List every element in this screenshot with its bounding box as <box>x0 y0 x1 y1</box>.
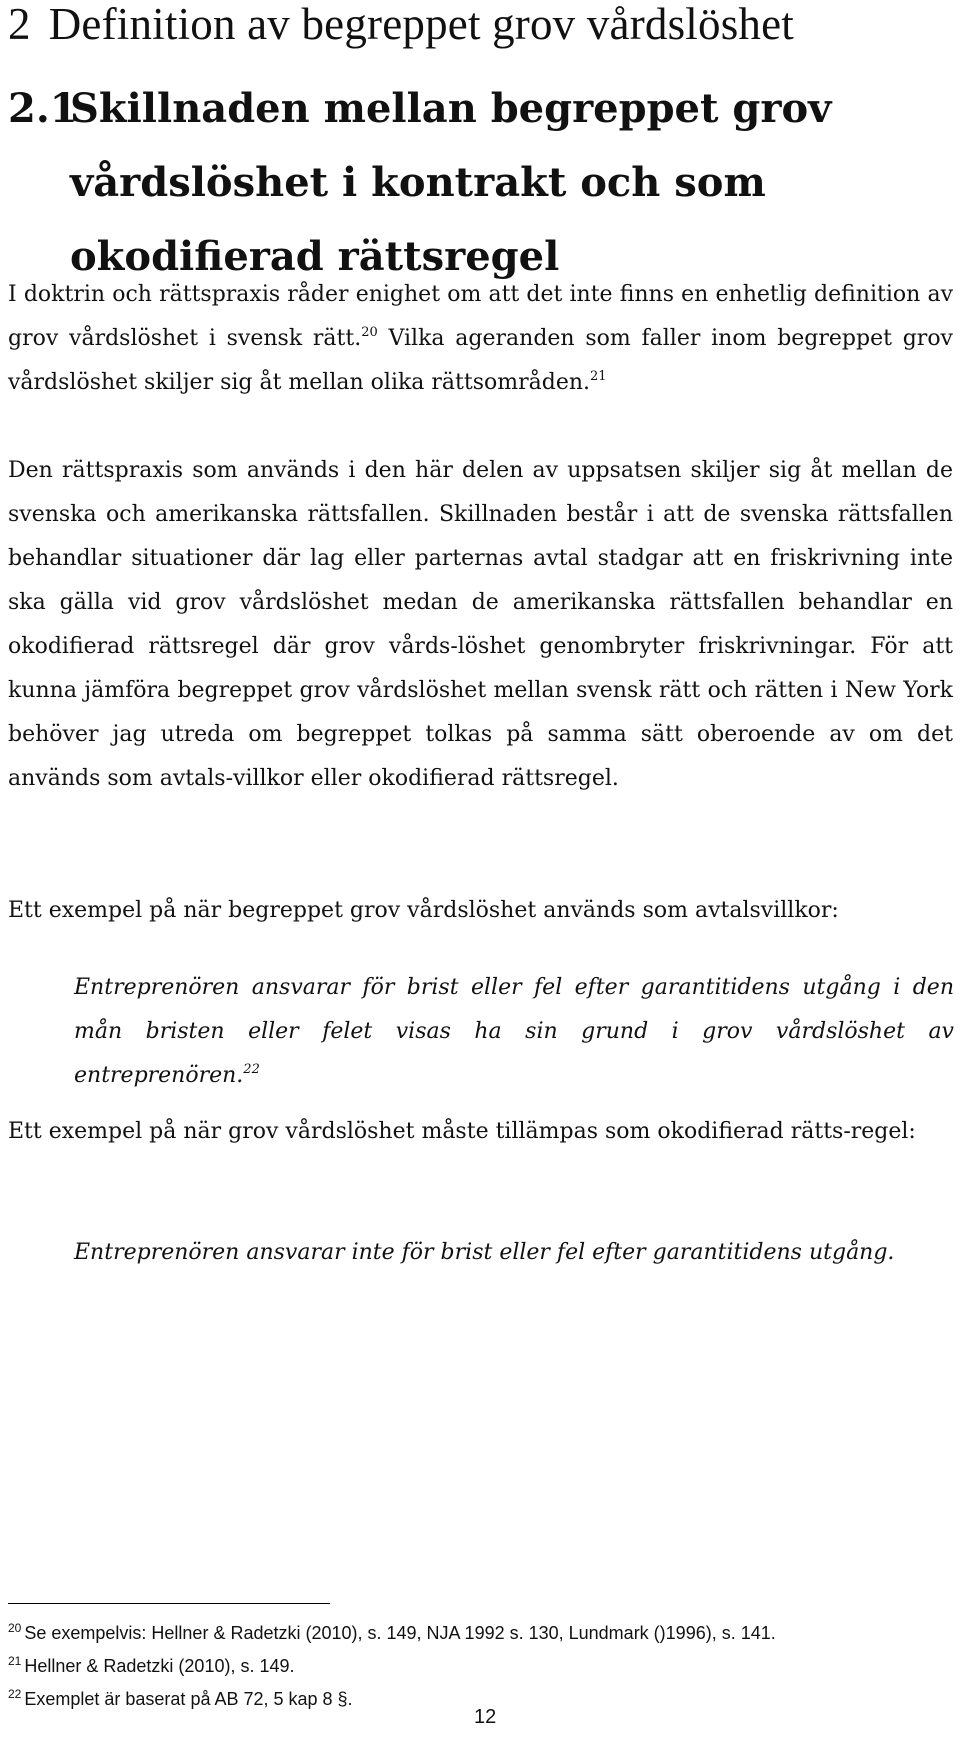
paragraph-example-intro-1: Ett exempel på när begreppet grov vårdslöshet används som avtalsvillkor: <box>8 898 839 923</box>
section-heading <box>8 72 908 294</box>
section-number: 2.1 <box>8 85 78 132</box>
paragraph-rattspraxis: Den rättspraxis som används i den här delen av uppsatsen skiljer sig åt mellan de svenska och amerikanska rättsfallen. Skillnaden består i att de svenska rättsfallen behandlar situationer där lag eller parternas avtal stadgar att en friskrivning inte ska gälla vid grov vårdslöshet medan de amerikanska rättsfallen behandlar en okodifierad rättsregel där grov vårds-löshet genombryter friskrivningar. För att kunna jämföra begreppet grov vårdslöshet mellan svensk rätt och rätten i New York behöver jag utreda om begreppet tolkas på samma sätt oberoende av om det används som avtals-villkor eller okodifierad rättsregel. <box>8 458 953 791</box>
section-title-line-1: 2.1Skillnaden mellan begreppet grov <box>8 72 908 146</box>
section-title-line-3: okodifierad rättsregel <box>70 233 560 280</box>
footnote-21: $^{21}$ Hellner & Radetzki (2010), s. 149. <box>8 1654 295 1676</box>
page-number: 12 <box>474 1706 497 1728</box>
chapter-title: Definition av begreppet grov vårdslöshet <box>48 0 794 49</box>
paragraph-intro: I doktrin och rättspraxis råder enighet om att det inte finns en enhetlig definition av grov vårdslöshet i svensk rätt.$^{20}$ Vilka ageranden som faller inom begreppet grov vårdslöshet skiljer sig åt mellan olika rättsområden.$^{21}$ <box>8 282 953 395</box>
footnotes <box>8 1614 953 1713</box>
quote-example-1: Entreprenören ansvarar för brist eller fel efter garantitidens utgång i den mån bristen eller felet visas ha sin grund i grov vårdslöshet av entreprenören.$^{22}$ <box>74 975 954 1088</box>
footnote-ref-21[interactable]: 21 <box>590 369 607 384</box>
quote-example-2: Entreprenören ansvarar inte för brist eller fel efter garantitidens utgång. <box>74 1240 895 1265</box>
footnote-20: $^{20}$ Se exempelvis: Hellner & Radetzki (2010), s. 149, NJA 1992 s. 130, Lundmark ()1996), s. 141. <box>8 1621 776 1643</box>
footnote-ref-22[interactable]: 22 <box>243 1062 260 1077</box>
chapter-number: 2 <box>8 0 31 49</box>
paragraph-example-intro-2: Ett exempel på när grov vårdslöshet måste tillämpas som okodifierad rätts-regel: <box>8 1119 916 1144</box>
footnote-22: $^{22}$ Exemplet är baserat på AB 72, 5 kap 8 §. <box>8 1687 353 1709</box>
section-title-line-2: vårdslöshet i kontrakt och som <box>70 159 766 206</box>
footnote-separator <box>8 1603 330 1604</box>
chapter-heading <box>8 0 794 48</box>
footnote-ref-20[interactable]: 20 <box>361 325 378 340</box>
